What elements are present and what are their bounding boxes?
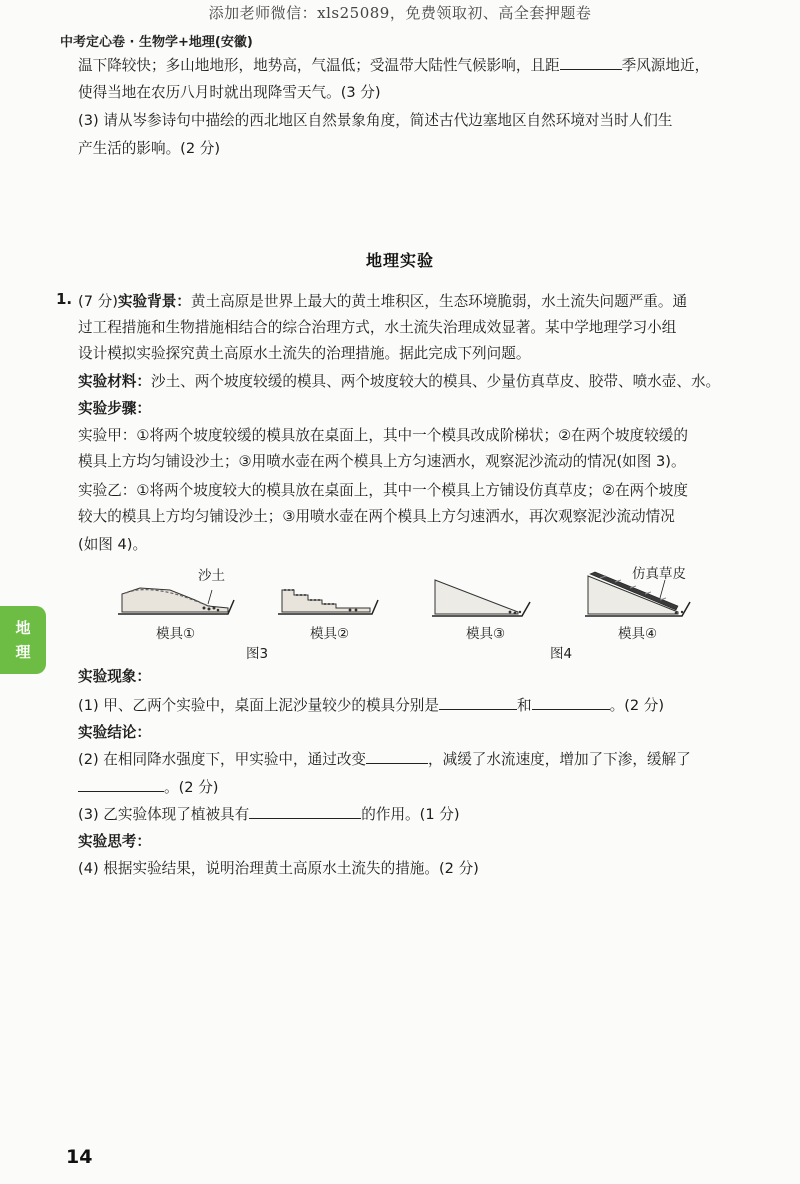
background-line-3: 设计模拟实验探究黄土高原水土流失的治理措施。据此完成下列问题。 <box>78 345 531 362</box>
step-a-line-2: 模具上方均匀铺设沙土；③用喷水壶在两个模具上方匀速洒水，观察泥沙流动的情况(如图 3)。 <box>78 453 686 470</box>
mold-3-label: 模具③ <box>466 626 506 642</box>
q3b-text-a: (3) 乙实验体现了植被具有 <box>78 806 250 823</box>
q2-text-a: (2) 在相同降水强度下，甲实验中，通过改变 <box>78 751 367 768</box>
experiment-figures <box>110 560 710 670</box>
intro-text-a: 温下降较快；多山地地形，地势高，气温低；受温带大陆性气候影响，且距 <box>78 57 560 74</box>
mold-2-drawing <box>278 590 378 614</box>
mold-1-drawing <box>118 588 234 614</box>
background-line-1 <box>78 289 758 315</box>
subject-tab-char-2: 理 <box>15 643 31 661</box>
question-score: (7 分) <box>78 293 118 310</box>
turf-label: 仿真草皮 <box>632 566 686 582</box>
q3-line-1: (3) 请从岑参诗句中描绘的西北地区自然景象角度，简述古代边塞地区自然环境对当时人们生 <box>78 112 673 129</box>
q2-text-b: ，减缓了水流速度，增加了下渗，缓解了 <box>428 751 691 768</box>
mold-4-label: 模具④ <box>618 626 658 642</box>
materials-text: 沙土、两个坡度较缓的模具、两个坡度较大的模具、少量仿真草皮、胶带、喷水壶、水。 <box>150 373 721 390</box>
q3b-text-b: 的作用。(1 分) <box>361 806 460 823</box>
answer-blank[interactable] <box>78 774 164 792</box>
answer-blank[interactable] <box>249 801 361 819</box>
question-1-line <box>78 692 758 719</box>
background-text: 黄土高原是世界上最大的黄土堆积区，生态环境脆弱，水土流失问题严重。通 <box>190 293 688 310</box>
q1-text-c: 。(2 分) <box>609 697 665 714</box>
step-b-line-1: 实验乙：①将两个坡度较大的模具放在桌面上，其中一个模具上方铺设仿真草皮；②在两个坡度 <box>78 482 688 499</box>
question-3-line <box>78 801 758 828</box>
phenomenon-label: 实验现象： <box>78 668 151 685</box>
q1-text-a: (1) 甲、乙两个实验中，桌面上泥沙量较少的模具分别是 <box>78 697 439 714</box>
q2-text-c: 。(2 分) <box>164 779 219 796</box>
materials-line <box>78 369 758 395</box>
section-title: 地理实验 <box>365 251 434 270</box>
sand-label: 沙土 <box>198 568 225 584</box>
watermark-text: 添加老师微信：xls25089，免费领取初、高全套押题卷 <box>208 4 592 22</box>
question-2-line-2 <box>78 774 758 801</box>
question-2-line-1 <box>78 746 758 773</box>
background-label: 实验背景： <box>117 293 191 310</box>
conclusion-label: 实验结论： <box>78 724 151 741</box>
subject-tab <box>0 606 46 674</box>
step-a-line-1: 实验甲：①将两个坡度较缓的模具放在桌面上，其中一个模具改成阶梯状；②在两个坡度较缓的 <box>78 427 688 444</box>
mold-2-label: 模具② <box>310 626 350 642</box>
thinking-label: 实验思考： <box>78 833 151 850</box>
background-line-2: 过工程措施和生物措施相结合的综合治理方式，水土流失治理成效显著。某中学地理学习小组 <box>78 319 677 336</box>
step-b-line-3: (如图 4)。 <box>78 536 148 553</box>
question-number: 1. <box>56 290 73 308</box>
intro-line-2: 使得当地在农历八月时就出现降雪天气。(3 分) <box>78 84 381 101</box>
answer-blank[interactable] <box>439 692 517 710</box>
answer-blank[interactable] <box>560 52 622 70</box>
steps-label: 实验步骤： <box>78 400 151 417</box>
materials-label: 实验材料： <box>78 373 151 390</box>
mold-1-label: 模具① <box>156 626 196 642</box>
mold-3-drawing <box>432 580 530 616</box>
running-head: 中考定心卷 · 生物学+地理(安徽) <box>60 35 253 50</box>
q3-line-2: 产生活的影响。(2 分) <box>78 140 221 157</box>
question-4-line: (4) 根据实验结果，说明治理黄土高原水土流失的措施。(2 分) <box>78 860 479 877</box>
intro-text-b: 季风源地近， <box>621 57 710 74</box>
subject-tab-char-1: 地 <box>15 619 31 637</box>
intro-line-1 <box>78 52 758 79</box>
step-b-line-2: 较大的模具上方均匀铺设沙土；③用喷水壶在两个模具上方匀速洒水，再次观察泥沙流动情况 <box>78 508 675 525</box>
figure-3-caption: 图3 <box>246 646 269 662</box>
figure-4-caption: 图4 <box>550 646 573 662</box>
q1-text-b: 和 <box>516 697 532 714</box>
answer-blank[interactable] <box>366 746 428 764</box>
answer-blank[interactable] <box>532 692 610 710</box>
page-number: 14 <box>66 1146 93 1168</box>
